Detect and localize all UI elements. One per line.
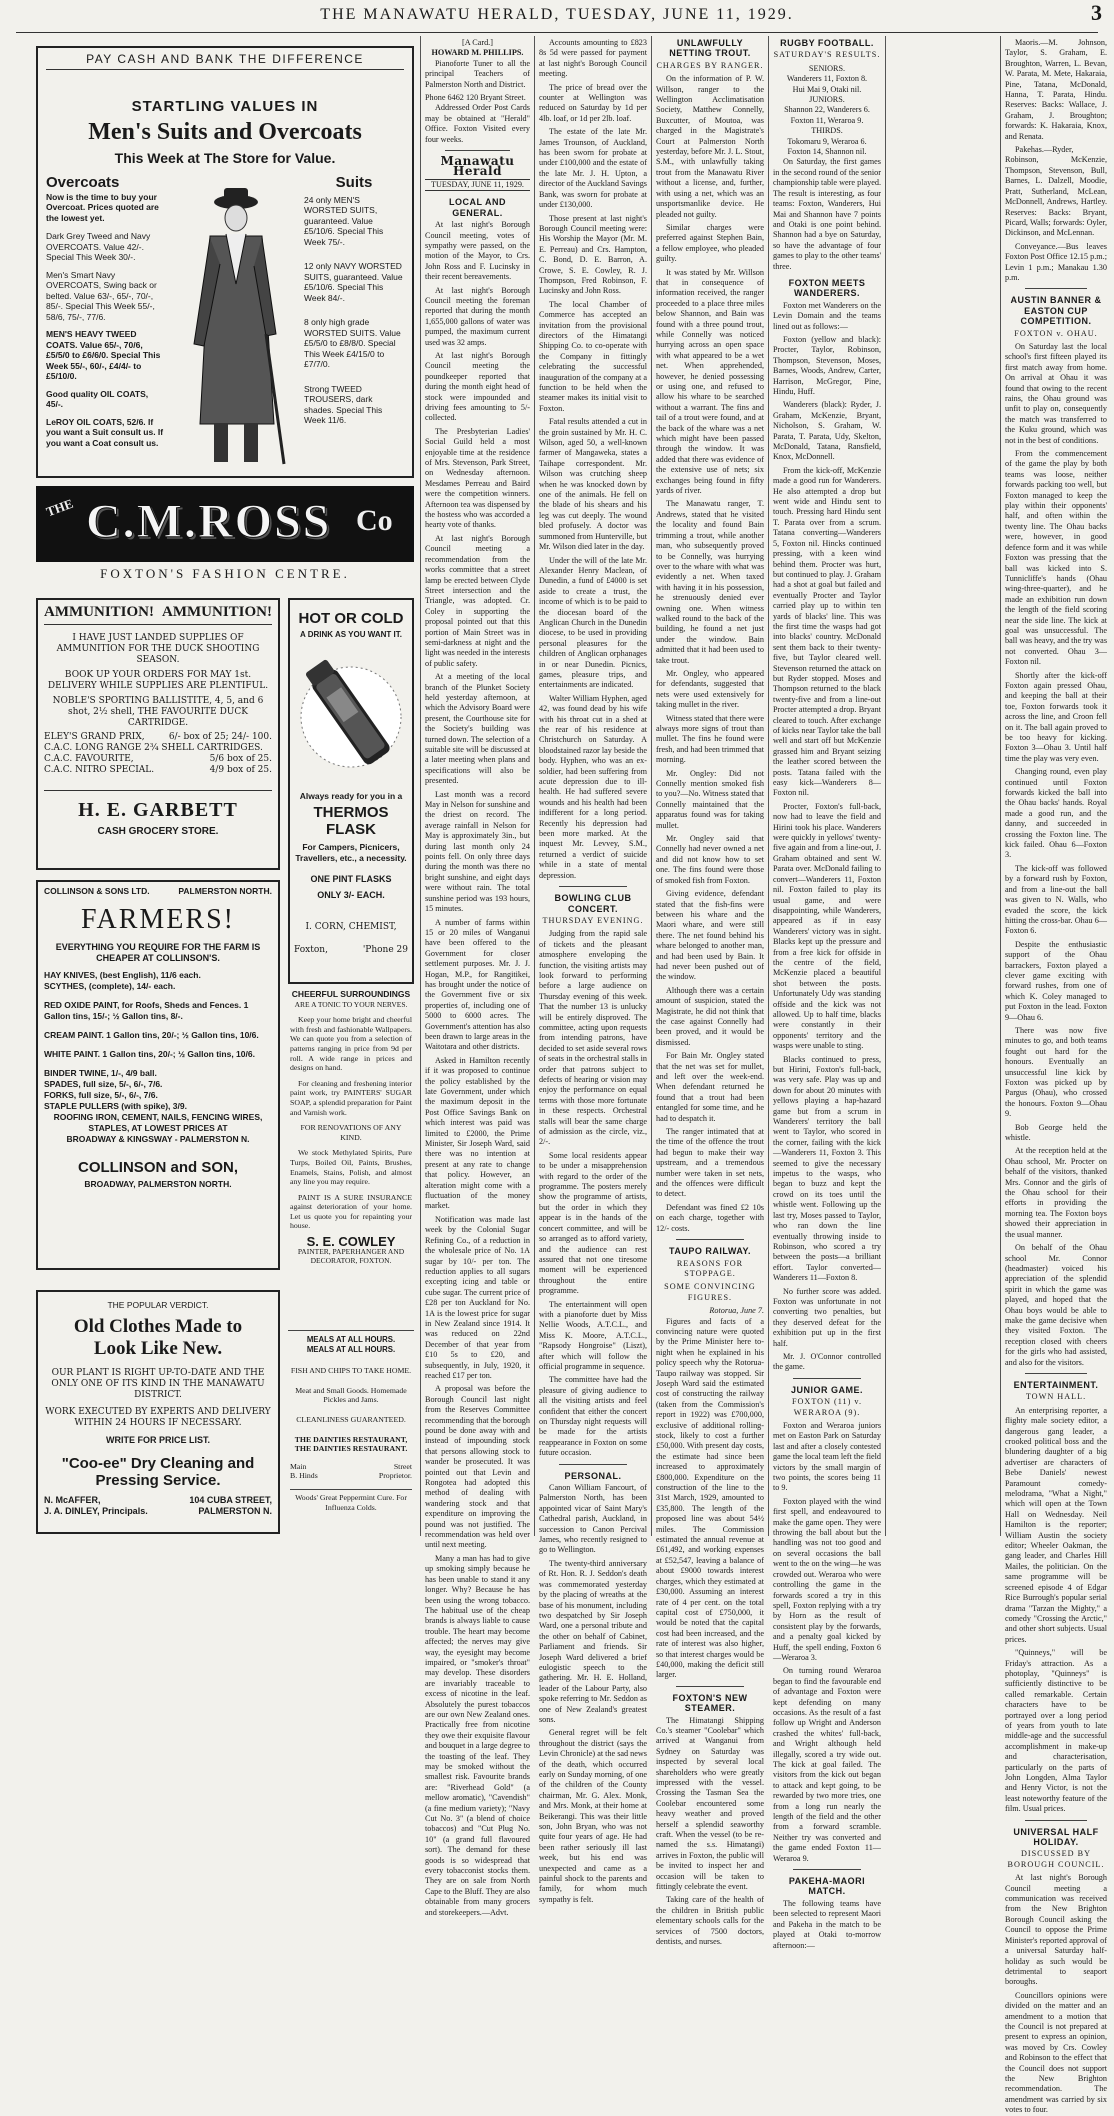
meals-prop: Proprietor. — [378, 1471, 412, 1481]
article-paragraph: The ranger intimated that at the time of the offence the trout had begun to make their way upstream, and a tremendous number were taken in set nets, and the offences were difficult to detect. — [656, 1127, 764, 1199]
article-paragraph: Mr. Ongley: Did not Connelly mention smoked fish to you?—No. Witness stated that Connelly maintained that the apparatus found was for taking mullet. — [656, 768, 764, 830]
article-paragraph: An enterprising reporter, a flighty male society editor, a dangerous gang leader, a crooked political boss and the blundering daughter of a big advertiser are characters of Bebe Daniels' newest Paramount comedy-melodrama, "What a Night," which will open at the Town Hall on Wednesday. Neil Hamilton is the reporter; William Austin the society editor; Wheeler Oakman, the gang leader, and Charles Hill Mailes, the politician. On the same programme will be screened episode 4 of Edgar Rice Burrough's popular serial drama "Tarzan the Mighty," a comedy "Crossing the Arctic," and other short subjects. Usual prices. — [1005, 1405, 1107, 1644]
article-paragraph: The entertainment will open with a pianoforte duet by Miss Nellie Woods, A.T.C.L., and Miss K. Moore, A.T.C.L., "Rapsody Hongroise" (Liszt), after which will follow the official programme in sequence. — [539, 1299, 647, 1371]
junior-subheading: FOXTON (11) v. WERAROA (9). — [791, 1397, 863, 1417]
personal-heading: PERSONAL. — [564, 1470, 622, 1481]
column-rule — [768, 36, 769, 1536]
news-body — [539, 38, 647, 881]
garbett-name: H. E. GARBETT — [44, 790, 272, 822]
chemist-town: Foxton, — [294, 945, 328, 955]
article-paragraph: Although there was a certain amount of suspicion, stated the Magistrate, he did not think that the case against Connelly had been proved, and it would be dismissed. — [656, 985, 764, 1047]
article-paragraph: At last night's Borough Council meeting a communication was received from the New Brighton Borough Council asking the Council to oppose the Prime Minister's reported approval of a universal Saturday half-holiday as such would be detrimental to seaport boroughs. — [1005, 1873, 1107, 1987]
article-paragraph: The Presbyterian Ladies' Social Guild held a most enjoyable time at the residence of Mrs. Stevenson, Park Street, on Wednesday afternoon. Mesdames Perreau and Baird were the competition winners. Afternoon tea was dispensed by the hostess who was accorded a hearty vote of thanks. — [425, 426, 530, 530]
article-paragraph: At last night's Borough Council meeting a recommendation from the works committee that a street lamp be erected between Clyde Street intersection and the Triangle, was adopted. Cr. Coley in supporting the proposal pointed out that this portion of Main Street was in semi-darkness at night and the light was needed in the interests of public safety. — [425, 533, 530, 668]
collinson-name: COLLINSON and SON, — [77, 1159, 238, 1176]
column-3 — [425, 38, 530, 1917]
taupo-body — [656, 1317, 764, 1681]
palmerston: PALMERSTON N. — [198, 1506, 272, 1516]
article-paragraph: At last night's Borough Council meeting the foreman reported that during the month 1,655,000 gallons of water was pumped, the maximum current used was 32 amps. — [425, 285, 530, 347]
article-paragraph: It was stated by Mr. Willson that in consequence of information received, the ranger proceeded to a place three miles below Shannon, and Bain was found with a three pound trout, while Connelly was noticed hurrying across an open space with what appeared to be a wet net. When apprehended, however, he denied possessing or using one, and refused to allow his whare to be searched without a warrant. The fins and tail of a trout were found, and at the back of the whare was a net which might have been passed through the window. It was added that there was evidence of the extensive use of nets; six exchanges being found in fifty yards of river. — [656, 267, 764, 496]
thermos-flask-title: THERMOS FLASK — [313, 804, 389, 838]
article-paragraph: Foxton played with the wind first spell, and endeavoured to make the game open. They were throwing the ball about but the handling was not too good and on several occasions the ball went to the on the wing—he was crowded out. Weraroa who were controlling the game in the forwards scored a try in this spell, Foxton replying with a try by Horn as the result of consistent play by the forwards, and a penalty goal kicked by Huff, the spell ending, Foxton 6—Weraroa 3. — [773, 1496, 881, 1662]
foxton-wanderers-heading: FOXTON MEETS WANDERERS. — [788, 277, 866, 299]
card-label: [A Card.] — [462, 38, 493, 47]
ammo-line: I HAVE JUST LANDED SUPPLIES OF AMMUNITION FOR THE DUCK SHOOTING SEASON. — [56, 633, 260, 665]
mens-headline: Men's Suits and Overcoats — [88, 119, 362, 145]
article-paragraph: For Bain Mr. Ongley stated that the net was set for mullet, and left over the week-end. When defendant returned he found that a trout had been entangled for some time, and he had to despatch it. — [656, 1051, 764, 1123]
column-rule — [651, 36, 652, 1536]
ammo-row: C.A.C. LONG RANGE 2¾ SHELL CARTRIDGES. — [44, 743, 263, 753]
half-holiday-subheading: DISCUSSED BY BOROUGH COUNCIL. — [1007, 1849, 1105, 1869]
ammo-row: C.A.C. NITRO SPECIAL. 4/9 box of 25. — [44, 765, 272, 775]
result-line: Tokomaru 9, Weraroa 6. — [787, 136, 867, 146]
thermos-ad — [288, 598, 414, 984]
one-pint: ONE PINT FLASKS — [310, 874, 392, 884]
half-holiday-heading: UNIVERSAL HALF HOLIDAY. — [1013, 1826, 1099, 1848]
suit-item: 8 only high grade WORSTED SUITS. Value £5/5/0 to £8/8/0. Special This Week £4/15/0 to £7/7/0. — [304, 317, 401, 369]
local-general-heading: LOCAL AND GENERAL. — [449, 197, 506, 218]
article-paragraph: Judging from the rapid sale of tickets and the pleasant atmosphere enveloping the function, the visiting artists may look forward to performing before a large audience on Thursday evening of this week. That the number 13 is unlucky will be entirely disproved. The committee, acting upon requests from intending patrons, have decided to set aside several rows of seats in the orchestral stalls in order that patrons subject to defects of hearing or vision may enjoy the performance on equal terms with those more fortunate in these respects. Orchestral stalls will bear the same charge of admission as the circle, viz., 2/-. — [539, 929, 647, 1147]
meals-headline: MEALS AT ALL HOURS. — [306, 1344, 396, 1354]
page-number: 3 — [1091, 0, 1102, 25]
ammo-row: C.A.C. FAVOURITE, 5/6 box of 25. — [44, 754, 272, 764]
ammo-line: BOOK UP YOUR ORDERS FOR MAY 1st. DELIVERY WHILE SUPPLIES ARE PLENTIFUL. — [47, 670, 269, 691]
column-rule — [534, 36, 535, 1536]
article-paragraph: Maoris.—M. Johnson, Taylor, S. Graham, E. Broughton, Warren, L. Bevan, W. Parata, M. Mete, Hakaraia, Pine, Tatana, McDonald, Hanna, T. Parata, Hindu. Reserves: Backs: Wallace, J. Graham, J. Broughton; forwards: K. Hakaraia, Knox, and Renata. — [1005, 38, 1107, 141]
farm-item: SCYTHES, (complete), 14/- each. — [44, 981, 176, 991]
article-paragraph: Wanderers (black): Ryder, J. Graham, McKenzie, Bryant, Nicholson, S. Graham, W. Parata, T. Parata, Udy, Skelton, McDonald, Tatana, Ransfield, Knox, McDonnell. — [773, 400, 881, 462]
article-paragraph: At last night's Borough Council meeting, votes of sympathy were passed, on the motion of the Mayor, to Crs. John Ross and F. Lucinsky in their recent bereavements. — [425, 220, 530, 282]
article-paragraph: Witness stated that there were always more signs of trout than mullet. The fins he found were fresh, and had been trimmed that morning. — [656, 713, 764, 765]
article-paragraph: Similar charges were preferred against Stephen Bain, a fellow employee, who pleaded guilty. — [656, 222, 764, 264]
result-line: THIRDS. — [811, 126, 843, 136]
hot-cold-sub: A DRINK AS YOU WANT IT. — [300, 630, 402, 639]
overcoat-item: MEN'S HEAVY TWEED COATS. Value 65/-, 70/6, £5/5/0 to £6/6/0. Special This Week 55/-, 60/-, £4/4/- to £5/10/0. — [46, 329, 161, 381]
ross-name: C.M.ROSS — [86, 495, 332, 548]
cheer-text: For cleaning and freshening interior paint work, try PAINTERS' SUGAR SOAP, a splendid preparation for Paint and Varnish work. — [290, 1078, 412, 1117]
article-paragraph: A number of farms within 15 or 20 miles of Wanganui have been offered to the Government for closer settlement purposes. Mr. J. J. Hogan, M.P., for Rangitikei, has brought under the notice of the Government five or six properties of, including one of 5000 to 6000 acres. The Government's attention has also been drawn to large areas in the Waitotara and other districts. — [425, 917, 530, 1052]
hot-cold-headline: HOT OR COLD — [298, 610, 404, 627]
personal-body — [539, 1483, 647, 1905]
article-paragraph: No further score was added. Foxton was unfortunate in not converting two penalties, but they deserved defeat for the exhibition put up in the first half. — [773, 1286, 881, 1348]
ammo-row: ELEY'S GRAND PRIX, 6/- box of 25; 24/- 100. — [44, 732, 272, 742]
article-paragraph: Those present at last night's Borough Council meeting were: His Worship the Mayor (Mr. M. E. Perreau) and Crs. Hampton, C. Bond, D. E. Barron, A. Crowe, S. E. Cowley, R. J. Thompson, Fred Robinson, F. Lucinsky and John Ross. — [539, 213, 647, 296]
result-line: Wanderers 11, Foxton 8. — [786, 74, 868, 84]
teams-body — [1005, 38, 1107, 283]
junior-body — [773, 1421, 881, 1864]
article-paragraph: Asked in Hamilton recently if it was proposed to continue the policy established by the late Government, under which the maximum deposit in the Post Office Savings Bank on which interest was paid was limited to £2000, the Prime Minister, Sir Joseph Ward, said there was no intention at present at any rate to change that policy. However, an alteration might come with a fluctuation of the money market. — [425, 1055, 530, 1211]
taupo-heading: TAUPO RAILWAY. — [668, 1246, 751, 1257]
result-line: Hui Mai 9, Otaki nil. — [792, 84, 862, 94]
meals-main: Main — [290, 1461, 307, 1471]
article-paragraph: General regret will be felt throughout the district (says the Levin Chronicle) at the sad news of the death, which occurred early on Sunday morning, of one of the children of the County chairman, Mr. G. Alex. Monk, and Mrs. Monk, at their home at Beikerangi. This was their little son, John Bryan, who was not quite four years of age. He had been rather seriously ill last week, but his end was unexpected and came as a painful shock to the parents and family, for whom much sympathy is felt. — [539, 1728, 647, 1904]
trout-heading: UNLAWFULLY NETTING TROUT. — [669, 38, 751, 59]
column-4 — [539, 38, 647, 1904]
farm-item: RED OXIDE PAINT, for Roofs, Sheds and Fences. 1 Gallon tins, 15/-; ½ Gallon tins, 8/-. — [44, 1000, 249, 1021]
article-paragraph: Foxton and Weraroa juniors met on Easton Park on Saturday last and after a closely contested game the local team left the field victors by the small margin of two points, the scores being 11 to 9. — [773, 1421, 881, 1493]
dainties-ad — [288, 1330, 414, 1536]
herald-title: Manawatu Herald — [440, 154, 515, 179]
meals-street: Street — [393, 1461, 412, 1471]
article-paragraph: From the kick-off, McKenzie made a good run for Wanderers. He also attempted a drop but went wide and Hindu sent to touch. Pressing hard Hindu sent T. Parata over from a scrum. Tatana converting—Wanderers 5, Foxton nil. Hincks continued pressing, with a keen wind behind them. Procter was hurt, but continued to play. J. Graham had a shot at goal but failed and eventually Procter and Taylor carried play up to within ten yards of blacks' line. This was the first time the wasps had got into blacks' country. McDonald sent them back to their twenty-five, but Taylor cleared well. Stevenson returned the attack on but Ryder stopped. Moses and Thompson returned to the black twenty-five and from a line-out Procter attempted a drop. Bryant cleared to touch. After exchange of kicks near Taylor take the ball well and start off but McKenzie grassed him and Bryant seizing the leather scored between the posts. Tatana failed with the easy kick—Wanderers 8—Foxton nil. — [773, 465, 881, 798]
bowling-body — [539, 929, 647, 1458]
farmers-intro: EVERYTHING YOU REQUIRE FOR THE FARM IS CHEAPER AT COLLINSON'S. — [55, 942, 261, 963]
article-paragraph: On Saturday last the local school's first fifteen played its first match away from home. On arrival at Ohau it was found that owing to the recent rains, the Ohau ground was unfit to play on, consequently the match was transferred to the Kuku ground, which was not in the best of conditions. — [1005, 341, 1107, 445]
article-paragraph: Fatal results attended a cut in the groin sustained by Mr. H. C. Wilson, aged 50, a well-known farmer of Mangaweka, states a Taihape correspondent. Mr. Wilson was crutching sheep when he was knocked down by one of the animals. He fell on the blade of his shears and his leg was cut deeply. The wound bled profusely. A doctor was summoned from Hunterville, but Mr. Wilson died later in the day. — [539, 417, 647, 552]
article-paragraph: Despite the enthusiastic support of the Ohau barrackers, Foxton played a clever game exciting with forward rushes, from one of which K. Coley managed to put Foxton in the lead. Foxton 9—Ohau 6. — [1005, 939, 1107, 1022]
article-paragraph: Many a man has had to give up smoking simply because he has been unable to stand it any longer. Why? Because he has been using the wrong tobacco. The habitual use of the cheap brands is always liable to cause trouble. The heart may become affected; the nerves may give way, the eyesight may become impaired, or "smoker's throat" may develop. These disorders are invariably traceable to excess of nicotine in the leaf. Absolutely the purest tobaccos are our own New Zealand ones. Practically free from nicotine they owe their exquisite flavour and bouquet in a large degree to the toasting of the leaf. They may be smoked without the smallest risk. Favourite brands are: "Riverhead Gold" (a mellow aromatic), "Cavendish" (a fine medium variety); "Navy Cut No. 3" (a blend of choice tobaccos) and "Cut Plug No. 10" (a grand full flavoured sort). The demand for these goods is so widespread that every tobacconist stocks them. They are on sale from North Cape to the Bluff. They are also obtainable from many grocers and storekeepers.—Advt. — [425, 1553, 530, 1917]
article-paragraph: Taking care of the health of the children in British public elementary schools calls for the services of 7500 doctors, dentists, and nurses. — [656, 1895, 764, 1947]
article-paragraph: Foxton (yellow and black): Procter, Taylor, Robinson, Thompson, Stevenson, Moses, Barnes, Woods, Andrew, Carter, Harrison, McGregor, Pine, Hindu, Huff. — [773, 334, 881, 396]
farm-item: SPADES, full size, 5/-, 6/-, 7/6. — [44, 1079, 163, 1089]
result-line: Foxton 11, Weraroa 9. — [790, 115, 864, 125]
bowling-subheading: THURSDAY EVENING. — [542, 915, 644, 925]
rugby-subheading: SATURDAY'S RESULTS. — [773, 50, 881, 60]
clothes-text: OUR PLANT IS RIGHT UP-TO-DATE AND THE ONLY ONE OF ITS KIND IN THE MANAWATU DISTRICT. — [51, 1368, 265, 1400]
entertainment-body — [1005, 1406, 1107, 1815]
column-rule — [420, 36, 421, 1536]
overcoat-item: Good quality OIL COATS, 45/-. — [46, 388, 149, 409]
entertainment-subheading: TOWN HALL. — [1025, 1392, 1087, 1402]
article-paragraph: The twenty-third anniversary of Rt. Hon. R. J. Seddon's death was commemorated yesterday by the placing of wreaths at the base of his monument, including two despatched by Sir Joseph Ward, one a personal tribute and the other on behalf of Cabinet, Parliament and friends. Sir Joseph Ward delivered a brief eulogistic speech to the gathering. Mr. H. E. Holland, leader of the Labour Party, also spoke referring to Mr. Seddon as one of New Zealand's greatest sons. — [539, 1558, 647, 1724]
article-paragraph: At a meeting of the local branch of the Plunket Society held yesterday afternoon, at which the Advisory Board were present, the Courthouse site for the Society's building was turned down. The selection of a suitable site will be discussed at a later meeting when plans and specifications will also be presented. — [425, 672, 530, 786]
article-paragraph: Notification was made last week by the Colonial Sugar Refining Co., of a reduction in the wholesale price of No. 1A sugar by 10/- per ton. The reduction applies to all sugars excepting icing and table or cube sugar. The current price of £28 per ton Auckland for No. 1A is the lowest price for sugar in New Zealand since 1914. It was reduced on 22nd December of that year from £10 5s to £20, and subsequently, in July, 1920, it reached £17 per ton. — [425, 1214, 530, 1380]
cheer-text: Keep your home bright and cheerful with fresh and fashionable Wallpapers. We can quote you from a selection of patterns ranging in price from 9d per roll. A wide range in prices and designs on hand. — [290, 1015, 412, 1073]
local-general-body — [425, 220, 530, 1918]
ammo-headline: AMMUNITION! — [162, 604, 272, 620]
cowley-trade: PAINTER, PAPERHANGER AND DECORATOR, FOXTON. — [297, 1246, 405, 1266]
suits-title: Suits — [335, 174, 373, 191]
clothes-headline: Old Clothes Made to — [73, 1316, 243, 1337]
article-paragraph: The following teams have been selected to represent Maori and Pakeha in the match to be played at Otaki to-morrow afternoon:— — [773, 1898, 881, 1950]
steamer-heading: FOXTON'S NEW STEAMER. — [672, 1692, 748, 1714]
article-paragraph: The Manawatu ranger, T. Andrews, stated that he visited the locality and found Bain trimming a trout, while another man, who subsequently proved to be Connelly, was hurrying over to the whare with what was evidently a net. When taxed with having it in his possession, he strenuously denied ever owning one. When witness walked round to the back of the building, he found a net just under the window. Bain admitted that it had been used to take trout. — [656, 499, 764, 665]
article-paragraph: From the commencement of the game the play by both teams was loose, neither forwards packing too well, but Foxton managed to keep the play within their opponents' half, and often within the twenty line. The Ohau backs were, however, in good defence form and it was while Foxton was pressing that the ball was kicked into S. Tunnicliffe's hands (Ohau wing-three-quarter), and he made an exhibition run down the length of the field scoring near the side line. The kick at goal was unsuccessful. The ball was heavy, and the try was not converted. Ohau 3—Foxton nil. — [1005, 449, 1108, 667]
article-paragraph: Foxton met Wanderers on the Levin Domain and the teams lined out as follows:— — [773, 300, 881, 331]
half-holiday-body — [1005, 1873, 1107, 2115]
cm-ross-logo — [36, 486, 414, 562]
article-paragraph: The price of bread over the counter at Wellington was reduced on Saturday by 1d per 4lb. loaf, or 1d per 2lb. loaf. — [539, 82, 647, 123]
article-paragraph: Bob George held the whistle. — [1005, 1122, 1107, 1143]
article-paragraph: Mr. Ongley said that Connelly had never owned a net and did not know how to set one. The fins found were those of smoked fish from Foxton. — [656, 834, 764, 885]
article-paragraph: Conveyance.—Bus leaves Foxton Post Office 12.15 p.m.; Levin 1 p.m.; Manakau 1.30 p.m. — [1005, 241, 1107, 282]
price-list: WRITE FOR PRICE LIST. — [105, 1435, 210, 1445]
match-report — [773, 301, 881, 1373]
article-paragraph: Procter, Foxton's full-back, now had to leave the field and Hirini took his place. Wanderers were quickly in yellows' twenty-five again and from a line-out, J. Graham obtained and sent W. Parata over. McDonald failing to convert—Wanderers 11, Foxton nil. Foxton failed to play its usual game, and were disappointing, while Wanderers, appeared as if in easy Wanderers' victory was in sight. Blacks kept up the pressure and from a free kick for offside in the centre of the field, McKenzie placed a beautiful shot between the posts. Unfortunately Udy was standing offside and the kick was not allowed. Up to half time, blacks were constantly in their opponents' territory and the wasps were unable to sting. — [773, 801, 881, 1051]
farm-item: FORKS, full size, 5/-, 6/-, 7/6. — [44, 1090, 158, 1100]
herald-date: TUESDAY, JUNE 11, 1929. — [425, 179, 530, 191]
article-paragraph: Shortly after the kick-off Foxton again pressed Ohau, and keeping the ball at their toe, Foxton forwards took it across the line, and Croon fell on it. The ball again proved to be too heavy for kicking. Foxton 3—Ohau 3. Until half time the play was very even. — [1005, 670, 1107, 763]
overcoat-item: Dark Grey Tweed and Navy OVERCOATS. Value 42/-. Special This Week 30/-. — [46, 231, 151, 262]
overcoat-item: Men's Smart Navy OVERCOATS, Swing back or belted. Value 63/-, 65/-, 70/-, 85/-. Special This Week 55/-, 58/6, 75/-, 77/6. — [46, 269, 157, 322]
farm-item: STAPLE PULLERS (with spike), 3/9. — [44, 1101, 187, 1111]
clothes-headline: Look Like New. — [93, 1338, 223, 1359]
article-paragraph: Canon William Fancourt, of Palmerston North, has been appointed vicar of Saint Mary's Cathedral parish, Auckland, in succession to Canon Percival James, who recently resigned to go to Wellington. — [539, 1483, 647, 1555]
mens-suits-ad — [36, 46, 414, 478]
garbett-store: CASH GROCERY STORE. — [97, 826, 219, 837]
meals-hinds: B. Hinds — [290, 1471, 318, 1481]
cup-heading: AUSTIN BANNER & EASTON CUP COMPETITION. — [1010, 295, 1102, 327]
pay-cash-banner: PAY CASH AND BANK THE DIFFERENCE — [46, 52, 404, 70]
meals-line: CLEANLINESS GUARANTEED. — [296, 1414, 406, 1424]
cheer-sub: ARE A TONIC TO YOUR NERVES. — [294, 999, 408, 1009]
suit-item: 24 only MEN'S WORSTED SUITS, guaranteed. Value £5/10/6. Special This Week 75/-. — [304, 194, 384, 247]
ross-co: Co — [356, 504, 393, 537]
rugby-results — [773, 64, 881, 158]
article-paragraph: The local Chamber of Commerce has accepted an invitation from the provisional directors of the Himatangi Shipping Co. to co-operate with the Company in fittingly celebrating the successful inauguration of the company at a function to be held when the steamer makes its initial visit to Foxton. — [539, 299, 647, 413]
taupo-subheading: REASONS FOR STOPPAGE. — [676, 1258, 744, 1278]
cowley-ad — [288, 990, 414, 1324]
article-paragraph: Changing round, even play continued until Foxton forwards kicked the ball into the Ohau backs' hands. Royal made a good run, and the danny, and succeeded in crossing the Foxton line. The kick failed. Ohau 6—Foxton 3. — [1005, 767, 1107, 860]
entertainment-heading: ENTERTAINMENT. — [1013, 1379, 1099, 1390]
popular-verdict: THE POPULAR VERDICT. — [107, 1300, 209, 1310]
meals-line: THE DAINTIES RESTAURANT. — [294, 1444, 408, 1454]
steamer-body — [656, 1716, 764, 1948]
cup-subheading: FOXTON v. OHAU. — [1014, 328, 1098, 338]
card-body: Pianoforte Tuner to all the principal Teachers of Palmerston North and District. — [425, 58, 530, 89]
article-paragraph: At the reception held at the Ohau school, Mr. Procter on behalf of the visitors, thanked Mrs. Connor and the girls of the Ohau school for their efforts in providing the morning tea. The Foxton boys showed their appreciation in the usual manner. — [1005, 1146, 1107, 1239]
ross-the: THE — [44, 495, 76, 520]
ammunition-ad — [36, 598, 280, 870]
cuba-st: 104 CUBA STREET, — [189, 1495, 272, 1505]
result-line: Shannon 22, Wanderers 6. — [784, 105, 870, 115]
article-paragraph: Pakehas.—Ryder, Robinson, McKenzie, Thompson, Stevenson, Bull, Barnes, L. Dalzell, Moodie, Pratt, Sutherland, McLean, McDonnell, Andrews, Hartley. Reserves: Backs: Bryant, Picard, Walls; forwards: Oyler, Dickinson, and McLennan. — [1005, 145, 1107, 238]
farmers-headline: FARMERS! — [81, 904, 235, 935]
result-line: SENIORS. — [808, 63, 846, 73]
cup-body — [1005, 342, 1107, 1368]
article-paragraph: There was now five minutes to go, and both teams fought out hard for the honours. Eventually an unsuccessful line kick by Foxton was picked up by Pargus (Ohau), who crossed the honours. Foxton 9—Ohau 9. — [1005, 1025, 1107, 1119]
meals-headline: MEALS AT ALL HOURS. — [306, 1335, 396, 1344]
article-paragraph: At last night's Borough Council meeting the poundkeeper reported that during the month eight head of stock were impounded and driving fees amounting to 5/- collected. — [425, 350, 530, 423]
farm-item: BROADWAY & KINGSWAY - PALMERSTON N. — [66, 1134, 250, 1144]
column-5 — [656, 38, 764, 1947]
trout-body — [656, 74, 764, 1234]
farm-item: ROOFING IRON, CEMENT, NAILS, FENCING WIRES, STAPLES, AT LOWEST PRICES AT — [53, 1112, 263, 1133]
article-paragraph: The estate of the late Mr. James Trounson, of Auckland, has been sworn for probate at under £100,000 and the estate of the late Mr. J. H. Upton, a director of the Auckland Savings Bank, was sworn for probate at under £130,000. — [539, 127, 647, 210]
peppermint-cure: Woods' Great Peppermint Cure. For Influenza Colds. — [290, 1489, 412, 1512]
article-paragraph: On the information of P. W. Willson, ranger to the Wellington Acclimatisation Society, Matthew Connelly, Buxcutter, of Moutoa, was charged in the Magistrate's Court at Palmerston North yesterday, before Mr. J. L. Stout, S.M., with unlawfully taking trout from the Manawatu River without a license, and, further, with using a net, which was an unsportsmanlike device. He pleaded not guilty. — [656, 74, 764, 219]
startling-values: STARTLING VALUES IN — [131, 98, 319, 115]
farm-item: HAY KNIVES, (best English), 11/6 each. — [44, 970, 201, 980]
article-paragraph: On Saturday, the first games in the second round of the senior championship table were played. The result is interesting, as four teams: Foxton, Wanderers, Hui Mai and Shannon have 7 points and Otaki is one point behind. Shannon had a bye on Saturday, so have the advantage of four games to play to the other teams' three. — [773, 157, 881, 271]
trout-subheading: CHARGES BY RANGER. — [656, 60, 764, 70]
thermos-for: For Campers, Picnicers, Travellers, etc., a necessity. — [295, 842, 407, 863]
cooee-title: Pressing Service. — [95, 1472, 221, 1489]
thermos-flask-illustration — [294, 647, 408, 787]
article-paragraph: Mr. Ongley, who appeared for defendants, suggested that nets were used extensively for taking mullet in the river. — [656, 668, 764, 710]
cheer-headline: CHEERFUL SURROUNDINGS — [291, 989, 411, 999]
result-line: Foxton 14, Shannon nil. — [787, 147, 867, 157]
mens-subheadline: This Week at The Store for Value. — [114, 150, 336, 166]
taupo-subheading: SOME CONVINCING FIGURES. — [664, 1282, 756, 1302]
article-paragraph: The kick-off was followed by a forward rush by Foxton, and from a line-out the ball was given to N. Walls, who evaded the score, the kick hitting the cross-bar. Ohau 6—Foxton 6. — [1005, 863, 1107, 936]
article-paragraph: The Himatangi Shipping Co.'s steamer "Coolebar" which arrived at Wanganui from Sydney on Saturday was inspected by several local shareholders who were greatly impressed with the vessel. Crossing the Tasman Sea the Coolebar encountered some heavy weather and proved herself a splendid seaworthy craft. When the vessel (to be re-named the s.s. Himatangi) arrives in Foxton, the public will be invited to inspect her and occasion will be taken to fittingly celebrate the event. — [656, 1715, 764, 1892]
article-paragraph: Under the will of the late Mr. Alexander Henry Maclean, of Dunedin, a fund of £4000 is set aside to create a trust, the income of which is to be paid to the diocesan board of the Anglican Church in the Dunedin diocese, to be used in providing personal pleasures for the children of Anglican orphanages in or near Dunedin. Picnics, games, pleasure trips, and entertainments are indicated. — [539, 555, 647, 690]
pakeha-maori-body — [773, 1899, 881, 1951]
chemist: I. CORN, CHEMIST, — [305, 922, 397, 932]
article-paragraph: Blacks continued to press, but Hirini, Foxton's full-back, was very safe. Play was up and down for about 20 minutes with yellows playing a hap-hazard game but from a scrum in Wanderers' territory the ball went to Taylor, who scored in the corner, failing with the kick—Wanderers 11, Foxton 3. This seemed to give the necessary impetus to the wasps, who began to buzz and kept the crowd on its toes until the whistle went. Following up the last try, Moses passed to Taylor, who ran down the line eventually throwing inside to Robinson, who scored a try between the posts—a brilliant effort. Taylor converted—Wanderers 11—Foxton 8. — [773, 1054, 881, 1283]
price: ONLY 3/- EACH. — [317, 890, 385, 900]
article-paragraph: Figures and facts of a convincing nature were quoted by the Prime Minister here to-night when he explained in his policy speech why the Rotorua-Taupo railway was stopped. Sir Joseph Ward said the estimated cost of constructing the railway (taken from the Commission's report in 1922) was £700,000, exclusive of additional rolling-stock, likely to cost a further £50,000. With present day costs, the estimate had since been increased to approximately £800,000. Expenditure on the construction of the line to the 31st March, 1929, amounted to £35,800. The length of the proposed line was about 54½ miles. The Commission estimated the annual revenue at £61,492, and working expenses at £52,547, leaving a balance of about £9000 towards interest charges, which they estimated at £30,000. Assuming an interest rate of 4 per cent. on the total capital cost of £750,000, it would be noted that the capital cost had been increased, and the rate of interest was also higher, so that interest charges would be £40,000, making the deficit still larger. — [656, 1316, 764, 1680]
article-paragraph: On turning round Weraroa began to find the favourable end of advantage and Foxton were kept defending on many occasions. As the result of a fast follow up Wright and Anderson crashed the whites' full-back, and Wright although held illegally, scored a try wide out. The kick at goal failed. The visitors from the kick out began to attack and kept going, to be rewarded by two more tries, one from a long run nearly the length of the field and the other from a forward scramble. Neither try was converted and the game ended Foxton 11—Weraroa 9. — [773, 1666, 881, 1863]
ammo-headline: AMMUNITION! — [44, 604, 154, 620]
card-phone: Phone 6462 120 Bryant Street. — [425, 93, 526, 103]
dinley: J. A. DINLEY, Principals. — [44, 1506, 148, 1516]
cheer-text: PAINT IS A SURE INSURANCE against deterioration of your home. Let us quote you for repainting your house. — [290, 1192, 412, 1231]
column-rule — [885, 36, 886, 1536]
article-paragraph: Giving evidence, defendant stated that the fish-fins were between his whare and the Maori whare, and were still there. The net found behind his whare belonged to another man, and had been used by Bain. It had never been pushed out of the window. — [656, 889, 764, 982]
meals-line: Meat and Small Goods. Homemade Pickles and Jams. — [295, 1385, 407, 1405]
cheer-text: FOR RENOVATIONS OF ANY KIND. — [300, 1123, 402, 1142]
farm-item: BINDER TWINE, 1/-, 4/9 ball. — [44, 1068, 157, 1078]
farm-item: WHITE PAINT. 1 Gallon tins, 20/-; ½ Gallon tins, 10/6. — [44, 1049, 255, 1059]
man-in-overcoat-illustration — [164, 174, 304, 474]
article-paragraph: Some local residents appear to be under a misapprehension with regard to the order of the programme. The posters merely show the programme of artists, but the order in which they appear is in the hands of the concert committee, and will be so arranged as to afford variety, and the audience can rest assured that not one tiresome moment will be experienced throughout the entire programme. — [539, 1150, 647, 1296]
article-paragraph: Last month was a record May in Nelson for sunshine and the driest on record. The average rainfall in Nelson for May is approximately 3in., but during last month only 24 points fell. On only three days during the month was there no bright sunshine, and eight days were without rain. The total sunshine period was 193 hours, 15 minutes. — [425, 789, 530, 914]
overcoats-intro: Now is the time to buy your Overcoat. Prices quoted are the lowest yet. — [46, 191, 159, 223]
chemist-phone: 'Phone 29 — [362, 945, 408, 955]
ammo-line: NOBLE'S SPORTING BALLISTITE, 4, 5, and 6 shot, 2½ shell, THE FAVOURITE DUCK CARTRIDGE. — [52, 696, 264, 728]
bowling-heading: BOWLING CLUB CONCERT. — [554, 893, 632, 914]
card-name: HOWARD M. PHILLIPS. — [431, 48, 524, 58]
column-rule — [1000, 36, 1001, 1536]
article-paragraph: "Quinneys," will be Friday's attraction. As a photoplay, "Quinneys" is sufficiently distinctive to be called remarkable. Certain characters have to be portrayed over a long period of years from youth to late middle-age and the successful accomplishment in make-up and characterisation, particularly on the parts of John Longden, Alma Taylor and Henry Victor, is not the least noteworthy feature of the film. Usual prices. — [1005, 1648, 1107, 1814]
cowley-name: S. E. COWLEY — [306, 1234, 396, 1250]
column-7 — [1005, 38, 1108, 2115]
clothes-text: WORK EXECUTED BY EXPERTS AND DELIVERY WITHIN 24 HOURS IF NECESSARY. — [45, 1407, 271, 1428]
meals-line: FISH AND CHIPS TO TAKE HOME. — [290, 1366, 412, 1376]
article-paragraph: Councillors opinions were divided on the matter and an amendment to a motion that the Council is not prepared at present to express an opinion, was moved by Crs. Cowley and Robinson to the effect that the Council does not support the New Brighton recommendation. The amendment was carried by six votes to four. — [1005, 1990, 1107, 2115]
collinson-town: PALMERSTON NORTH. — [178, 886, 272, 896]
column-6 — [773, 38, 881, 1950]
pakeha-maori-heading: PAKEHA-MAORI MATCH. — [788, 1876, 866, 1897]
article-paragraph: Accounts amounting to £823 8s 5d were passed for payment at last night's Borough Council meeting. — [539, 38, 647, 79]
always-ready: Always ready for you in a — [299, 791, 403, 801]
collinson-firm: COLLINSON & SONS LTD. — [44, 886, 150, 896]
overcoats-title: Overcoats — [46, 174, 120, 191]
farm-item: CREAM PAINT. 1 Gallon tins, 20/-; ½ Gallon tins, 10/6. — [44, 1030, 259, 1040]
overcoat-item: LeROY OIL COATS, 52/6. If you want a Suit consult us. If you want a Coat consult us. — [46, 416, 164, 448]
result-line: JUNIORS. — [809, 95, 845, 105]
mcaffer: N. McAFFER, — [44, 1495, 101, 1505]
article-paragraph: Mr. J. O'Connor controlled the game. — [773, 1351, 881, 1372]
dry-cleaning-ad — [36, 1290, 280, 1534]
farmers-ad — [36, 880, 280, 1270]
article-paragraph: Walter William Hyphen, aged 42, was found dead by his wife with his throat cut in a shed at the rear of his residence at Christchurch on Saturday. A bloodstained razor lay beside the body. Hyphen, who was an ex-soldier, had been suffering from acute depression due to ill-health. He had suffered severe wounds and his health had been indifferent for a long period. Recently his depression had been more marked. At the inquest Mr. Levvey, S.M., returned a verdict of suicide while in a state of mental depression. — [539, 693, 647, 880]
masthead: THE MANAWATU HERALD, TUESDAY, JUNE 11, 1929. — [320, 6, 794, 23]
junior-heading: JUNIOR GAME. — [790, 1384, 863, 1395]
article-paragraph: On behalf of the Ohau school Mr. Connor (headmaster) voiced his appreciation of the splendid spirit in which the game was played, and hoped that the Ohau boys would be able to make the game decisive when they visited Foxton. The reception closed with cheers for the girls who had assisted, and also for the visitors. — [1005, 1243, 1107, 1367]
article-paragraph: A proposal was before the Borough Council last night from the Reserves Committee recommending that the borough pound be done away with and instead of impounding stock that persons allowing stock to wander be prosecuted. It was pointed out that Levin and Rongotea had adopted this method of dealing with wandering stock and that expenditure on improving the pound was not justified. The recommendation was held over until next meeting. — [425, 1384, 530, 1550]
cheer-text: We stock Methylated Spirits, Pure Turps, Boiled Oil, Paints, Brushes, Enamels, Stains, Polish, and almost any line you may require. — [290, 1148, 412, 1187]
rugby-heading: RUGBY FOOTBALL. — [780, 38, 874, 48]
card-note: Addressed Order Post Cards may be obtained at "Herald" Office. Foxton Visited every four weeks. — [425, 103, 530, 144]
suit-item: Strong TWEED TROUSERS, dark shades. Special This Week 11/6. — [304, 383, 383, 425]
suit-item: 12 only NAVY WORSTED SUITS, guaranteed. Value £5/10/6. Special This Week 84/-. — [304, 261, 403, 303]
dateline: Rotorua, June 7. — [709, 1306, 764, 1316]
ross-tagline: FOXTON'S FASHION CENTRE. — [100, 566, 350, 581]
rugby-body — [773, 157, 881, 271]
article-paragraph: The committee have had the pleasure of giving audience to all the visiting artists and feel confident that either the concert on Thursday night requests will be made for the artists reappearance in Foxton on some future occasion. — [539, 1375, 647, 1458]
cooee-title: "Coo-ee" Dry Cleaning and — [61, 1455, 255, 1472]
masthead-rule — [16, 32, 1098, 33]
article-paragraph: Defendant was fined £2 10s on each charge, together with 12/- costs. — [656, 1202, 764, 1233]
collinson-address: BROADWAY, PALMERSTON NORTH. — [84, 1179, 232, 1189]
meals-line: THE DAINTIES RESTAURANT, — [294, 1434, 408, 1444]
